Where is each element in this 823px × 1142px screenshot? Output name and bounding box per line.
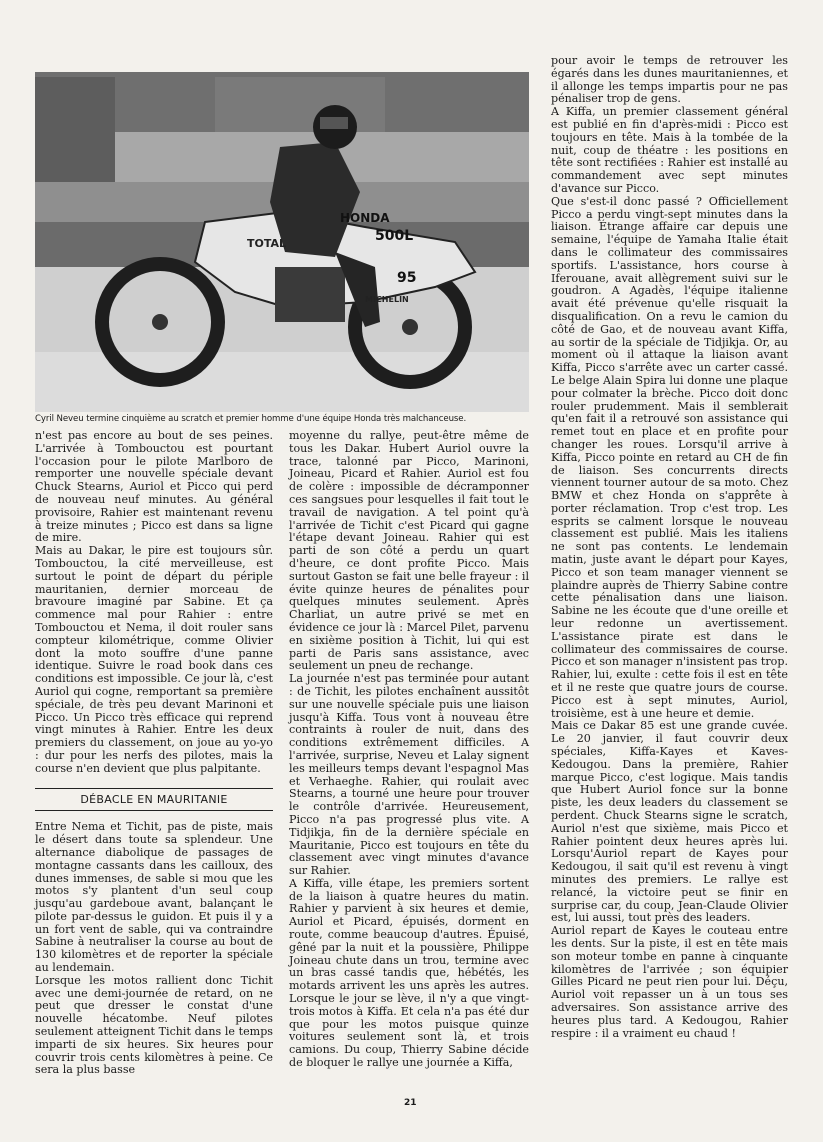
paragraph: pour avoir le temps de retrouver les égarés dans les dunes mauritaniennes, et il allonge les temps impartis pour ne pas pénaliser trop de gens. (551, 54, 788, 106)
paragraph: Auriol repart de Kayes le couteau entre les dents. Sur la piste, il est en tête mais son moteur tombe en panne à cinquante kilomètres de l'arrivée ; son équipier Gilles Picard ne peut rien pour lui. Déçu, Auriol voit repasser un à un tous ses adversaires. Son assistance arrive des heures plus tard. A Kedougou, Rahier respire : il a vraiment eu chaud ! (551, 924, 788, 1040)
rally-motorcycle-photo (35, 72, 529, 412)
paragraph: Mais au Dakar, le pire est toujours sûr. Tombouctou, la cité merveilleuse, est surtout le point de départ du périple mauritanien, dernier morceau de bravoure imaginé par Sabine. Et ça commence mal pour Rahier : entre Tombouctou et Nema, il doit rouler sans compteur kilométrique, comme Olivier dont la moto souffre d'une panne identique. Suivre le road book dans ces conditions est impossible. Ce jour là, c'est Auriol qui cogne, remportant sa première spéciale, de très peu devant Marinoni et Picco. Un Picco très efficace qui reprend vingt minutes à Rahier. Entre les deux premiers du classement, on joue au yo-yo : dur pour les nerfs des pilotes, mais la course n'en devient que plus palpitante. (35, 544, 273, 775)
paragraph: A Kiffa, un premier classement général est publié en fin d'après-midi : Picco est toujours en tête. Mais à la tombée de la nuit, coup de théatre : les positions en tête sont rectifiées : Rahier est installé au commandement avec sept minutes d'avance sur Picco. (551, 105, 788, 195)
paragraph: n'est pas encore au bout de ses peines. L'arrivée à Tombouctou est pourtant l'occasion pour le pilote Marlboro de remporter une nouvelle spéciale devant Chuck Stearns, Auriol et Picco qui perd de nouveau neuf minutes. Au général provisoire, Rahier est maintenant revenu à treize minutes ; Picco est dans sa ligne de mire. (35, 429, 273, 545)
photo-caption: Cyril Neveu termine cinquième au scratch et premier homme d'une équipe Honda très malchanceuse. (35, 414, 467, 424)
paragraph: Entre Nema et Tichit, pas de piste, mais le désert dans toute sa splendeur. Une alternance diabolique de passages de montagne cassants dans les cailloux, des dunes immenses, de sable si mou que les motos s'y plantent d'un seul coup jusqu'au gardeboue avant, balançant le pilote par-dessus le guidon. Et puis il y a un fort vent de sable, qui va contraindre Sabine à neutraliser la course au bout de 130 kilomètres et de reporter la spéciale au lendemain. (35, 820, 273, 975)
bike-text-500l: 500L (375, 228, 414, 244)
paragraph: La journée n'est pas terminée pour autant : de Tichit, les pilotes enchaînent aussitôt sur une nouvelle spéciale puis une liaison jusqu'à Kiffa. Tous vont à nouveau être contraints à rouler de nuit, dans des conditions extrêmement difficiles. A l'arrivée, surprise, Neveu et Lalay signent les meilleurs temps devant l'espagnol Mas et Verhaeghe. Rahier, qui roulait avec Stearns, a tourné une heure pour trouver le contrôle d'arrivée. Heureusement, Picco n'a pas progressé plus vite. A Tidjikja, fin de la dernière spéciale en Mauritanie, Picco est toujours en tête du classement avec vingt minutes d'avance sur Rahier. (289, 672, 529, 878)
article-column-3 (551, 55, 788, 1040)
paragraph: Mais ce Dakar 85 est une grande cuvée. Le 20 janvier, il faut couvrir deux spéciales, Kiffa-Kayes et Kaves-Kedougou. Dans la première, Rahier marque Picco, c'est logique. Mais tandis que Hubert Auriol fonce sur la bonne piste, les deux leaders du classement se perdent. Chuck Stearns signe le scratch, Auriol n'est que sixième, mais Picco et Rahier pointent deux heures après lui. Lorsqu'Auriol repart de Kayes pour Kedougou, il sait qu'il est revenu à vingt minutes des premiers. Le rallye est relancé, la victoire peut se finir en surprise car, du coup, Jean-Claude Olivier est, lui aussi, tout près des leaders. (551, 719, 788, 925)
paragraph: A Kiffa, ville étape, les premiers sortent de la liaison à quatre heures du matin. Rahier y parvient à six heures et demie, Auriol et Picard, épuisés, dorment en route, comme beaucoup d'autres. Épuisé, gêné par la nuit et la poussière, Philippe Joineau chute dans un trou, termine avec un bras cassé tandis que, hébétés, les motards arrivent les uns après les autres. Lorsque le jour se lève, il n'y a que vingt-trois motos à Kiffa. Et cela n'a pas été dur que pour les motos puisque quinze voitures seulement sont là, et trois camions. Du coup, Thierry Sabine décide de bloquer le rallye une journée a Kiffa, (289, 876, 529, 1070)
page-number: 21 (404, 1098, 417, 1108)
article-column-1 (35, 430, 273, 1077)
paragraph: Lorsque les motos rallient donc Tichit avec une demi-journée de retard, on ne peut que dresser le constat d'une nouvelle hécatombe. Neuf pilotes seulement atteignent Tichit dans le temps imparti de six heures. Six heures pour couvrir trois cents kilomètres à peine. Ce sera la plus basse (35, 973, 273, 1077)
bike-text-number: 95 (397, 270, 417, 286)
article-column-2 (289, 430, 529, 1070)
bike-text-total: TOTAL (247, 237, 287, 250)
paragraph: moyenne du rallye, peut-être même de tous les Dakar. Hubert Auriol ouvre la trace, talonné par Picco, Marinoni, Joineau, Picard et Rahier. Auriol est fou de colère : impossible de décramponner ces sangsues pour lesquelles il fait tout le travail de navigation. A tel point qu'à l'arrivée de Tichit c'est Picard qui gagne l'étape devant Joineau. Rahier qui est parti de son côté a perdu un quart d'heure, ce dont profite Picco. Mais surtout Gaston se fait une belle frayeur : il évite quinze heures de pénalites pour quelques minutes seulement. Après Charliat, un autre privé se met en évidence ce jour là : Marcel Pilet, parvenu en sixième position à Tichit, lui qui est parti de Paris sans assistance, avec seulement un pneu de rechange. (289, 429, 529, 673)
bike-text-michelin: MICHELIN (365, 295, 409, 304)
section-heading: DÉBACLE EN MAURITANIE (35, 788, 273, 812)
paragraph: Que s'est-il donc passé ? Officiellement Picco a perdu vingt-sept minutes dans la liaison. Étrange affaire car depuis une semaine, l'équipe de Yamaha Italie était dans le collimateur des commissaires sportifs. L'assistance, hors course à Iferouane, avait allègrement suivi sur le goudron. A Agadès, l'équipe italienne avait été prévenue qu'elle risquait la disqualification. On a revu le camion du côté de Gao, et de nouveau avant Kiffa, au sortir de la spéciale de Tidjikja. Or, au moment où il attaque la liaison avant Kiffa, Picco s'arrête avec un carter cassé. Le belge Alain Spira lui donne une plaque pour colmater la brèche. Picco doit donc rouler prudemment. Mais il semblerait qu'en fait il a retrouvé son assistance qui remet tout en place et en profite pour changer les roues. Lorsqu'il arrive à Kiffa, Picco pointe en retard au CH de fin de liaison. Ses concurrents directs viennent tourner autour de sa moto. Chez BMW et chez Honda on s'apprête à porter réclamation. Trop c'est trop. Les esprits se calment lorsque le nouveau classement est publié. Mais les italiens ne sont pas contents. Le lendemain matin, juste avant le départ pour Kayes, Picco et son team manager viennent se plaindre auprès de Thierry Sabine contre cette pénalisation dans une liaison. Sabine ne les écoute que d'une oreille et leur redonne un avertissement. L'assistance pirate est dans le collimateur des commissaires de course. Picco et son manager n'insistent pas trop. Rahier, lui, exulte : cette fois il est en tête et il ne reste que quatre jours de course. Picco est à sept minutes, Auriol, troisième, est à une heure et demie. (551, 194, 788, 720)
bike-text-honda: HONDA (340, 211, 390, 225)
